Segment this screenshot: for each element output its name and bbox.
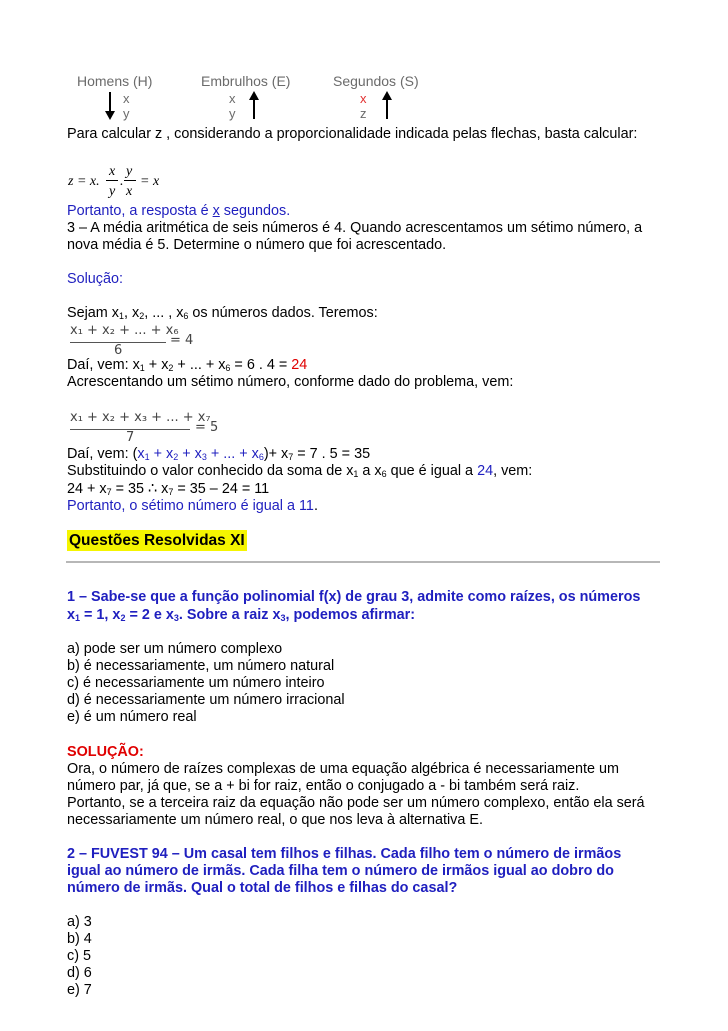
sejam-line <box>67 305 378 325</box>
sub: 3 <box>201 452 207 462</box>
q2-option: e) 7 <box>67 982 92 998</box>
arrow-up-icon <box>248 90 260 120</box>
text: Portanto, o sétimo número é igual a <box>67 498 299 514</box>
text: + ... + x <box>173 357 226 373</box>
q2-option: b) 4 <box>67 931 92 947</box>
sub: 7 <box>168 487 174 497</box>
text: que é igual a <box>386 463 478 479</box>
fraction-den: 6 <box>114 343 123 358</box>
sub: 2 <box>173 452 179 462</box>
sub: 6 <box>258 452 264 462</box>
sub: 1 <box>353 469 359 479</box>
paragraph-calc: Para calcular z , considerando a proporcionalidade indicada pelas flechas, basta calcular: <box>67 126 638 142</box>
text: 24 + x <box>67 481 107 497</box>
q2-line: igual ao número de irmãs. Cada filha tem o número de irmãos igual ao dobro do <box>67 863 614 879</box>
sub: 1 <box>75 613 81 623</box>
sub: 2 <box>168 363 174 373</box>
sub: 1 <box>139 363 145 373</box>
col2-val-1: x <box>229 91 236 106</box>
q1-line2 <box>67 607 415 627</box>
q2-line: 2 – FUVEST 94 – Um casal tem filhos e filhas. Cada filho tem o número de irmãos <box>67 846 622 862</box>
sub: 1 <box>118 311 124 321</box>
sub: 6 <box>183 311 189 321</box>
formula-num2: y <box>126 164 133 179</box>
text: Daí, vem: x <box>67 357 140 373</box>
sub: 6 <box>225 363 231 373</box>
final-line <box>67 498 318 515</box>
answer-post: segundos. <box>219 203 291 219</box>
text: x <box>137 446 145 462</box>
text: + x <box>268 446 289 462</box>
col2-header: Embrulhos (E) <box>201 73 291 89</box>
text: = 1, x <box>80 607 121 623</box>
text: . <box>313 498 318 514</box>
fraction-num: x₁ + x₂ + x₃ + ... + x₇ <box>70 410 211 425</box>
solution-line: número par, já que, se a + bi for raiz, então o conjugado a - bi também será raiz. <box>67 778 580 794</box>
sub: 3 <box>280 613 286 623</box>
fraction-num: x₁ + x₂ + ... + x₆ <box>70 323 179 338</box>
fraction-mean7 <box>70 410 230 446</box>
sub: 1 <box>144 452 150 462</box>
col3-val-2: z <box>360 106 367 121</box>
text: os números dados. Teremos: <box>188 305 378 321</box>
sub: 6 <box>381 469 387 479</box>
col1-val-2: y <box>123 106 130 121</box>
col3-header: Segundos (S) <box>333 73 419 89</box>
q3-line2: nova média é 5. Determine o número que foi acrescentado. <box>67 237 447 253</box>
q2-option: a) 3 <box>67 914 92 930</box>
text: + x <box>144 357 169 373</box>
formula-den2: x <box>126 184 133 199</box>
q1-option: c) é necessariamente um número inteiro <box>67 675 325 691</box>
text: Sejam x <box>67 305 119 321</box>
q3-line1: 3 – A média aritmética de seis números é 4. Quando acrescentamos um sétimo número, a <box>67 220 643 236</box>
value-11: 11 <box>298 498 314 514</box>
sub: 2 <box>120 613 126 623</box>
q2-option: d) 6 <box>67 965 92 981</box>
q2-line: número de irmãs. Qual o total de filhos e filhas do casal? <box>67 880 458 896</box>
fraction-rhs: = 5 <box>195 420 219 435</box>
fraction-bar <box>124 180 136 181</box>
text: Daí, vem: ( <box>67 446 138 462</box>
fraction-bar <box>106 180 118 181</box>
text: = 35 – 24 = 11 <box>173 481 270 497</box>
q1-option: e) é um número real <box>67 709 197 725</box>
text: = 6 . 4 = <box>230 357 292 373</box>
formula-dot: . <box>120 174 124 189</box>
solution-line: Ora, o número de raízes complexas de uma equação algébrica é necessariamente um <box>67 761 619 777</box>
text: ) <box>263 446 269 462</box>
q2-option: c) 5 <box>67 948 91 964</box>
subst-line <box>67 463 532 483</box>
text: a x <box>358 463 382 479</box>
sub: 3 <box>173 613 179 623</box>
divider <box>66 561 660 563</box>
col3-val-1: x <box>360 91 367 106</box>
q1-option: b) é necessariamente, um número natural <box>67 658 335 674</box>
formula-right: = x <box>140 174 160 189</box>
col2-val-2: y <box>229 106 236 121</box>
solution-line: Portanto, se a terceira raiz da equação não pode ser um número complexo, então ela será <box>67 795 645 811</box>
text: . Sobre a raiz x <box>178 607 281 623</box>
acresc-line: Acrescentando um sétimo número, conforme dado do problema, vem: <box>67 374 514 390</box>
fraction-rhs: = 4 <box>170 333 194 348</box>
formula-num1: x <box>109 164 116 179</box>
text: + x <box>178 446 202 462</box>
arrow-down-icon <box>104 91 116 121</box>
section-title: Questões Resolvidas XI <box>69 532 245 549</box>
text: = 35 ∴ x <box>111 481 169 497</box>
sub: 7 <box>288 452 294 462</box>
sub: 7 <box>106 487 112 497</box>
answer-pre: Portanto, a resposta é <box>67 203 213 219</box>
fraction-mean6 <box>70 323 210 359</box>
text: , podemos afirmar: <box>285 607 416 623</box>
col1-val-1: x <box>123 91 130 106</box>
text: = 7 . 5 = 35 <box>293 446 371 462</box>
answer-x: x <box>212 203 220 219</box>
formula-left: z = x. <box>68 174 100 189</box>
sum-blue <box>137 446 263 462</box>
q1-option: d) é necessariamente um número irracional <box>67 692 345 708</box>
fraction-den: 7 <box>126 430 135 445</box>
solucao-heading: SOLUÇÃO: <box>67 744 144 760</box>
value-24: 24 <box>291 357 308 373</box>
answer-line <box>67 203 290 220</box>
solucao-label: Solução: <box>67 271 124 287</box>
text: , vem: <box>493 463 533 479</box>
text: = 2 e x <box>125 607 174 623</box>
arrow-up-icon <box>381 90 393 120</box>
value-24: 24 <box>477 463 494 479</box>
q1-line1: 1 – Sabe-se que a função polinomial f(x) de grau 3, admite como raízes, os números <box>67 589 641 605</box>
text: , ... , x <box>144 305 184 321</box>
text: + ... + x <box>206 446 259 462</box>
solution-line: necessariamente um número real, o que nos leva à alternativa E. <box>67 812 483 828</box>
text: + x <box>149 446 174 462</box>
text: , x <box>124 305 140 321</box>
col1-header: Homens (H) <box>77 73 153 89</box>
text: x <box>67 607 76 623</box>
text: Substituindo o valor conhecido da soma de x <box>67 463 354 479</box>
sub: 2 <box>139 311 145 321</box>
formula-den1: y <box>109 184 116 199</box>
q1-option: a) pode ser um número complexo <box>67 641 283 657</box>
